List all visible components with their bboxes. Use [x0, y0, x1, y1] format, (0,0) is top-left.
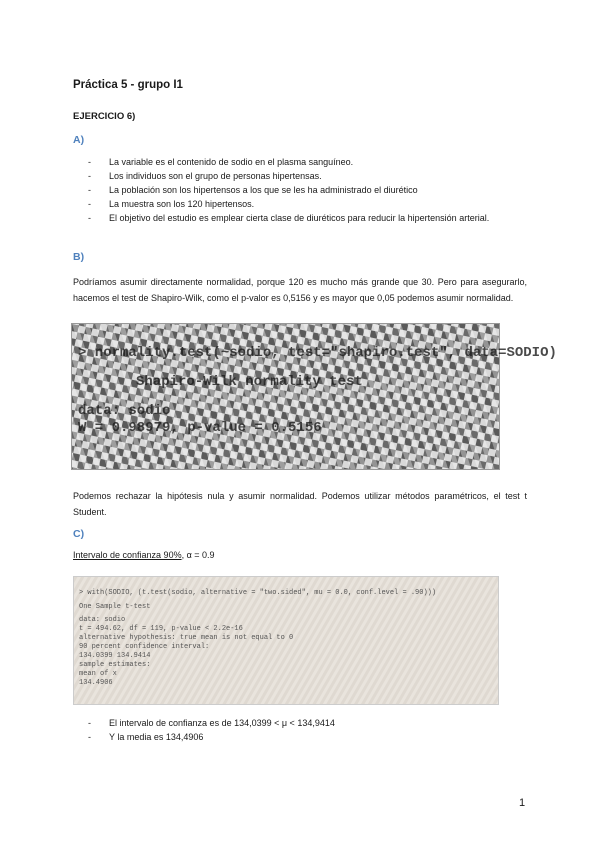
list-item: - La muestra son los 120 hipertensos.: [88, 197, 526, 211]
exercise-heading: EJERCICIO 6): [73, 111, 136, 122]
list-item: - El intervalo de confianza es de 134,0399 < μ < 134,9414: [88, 716, 335, 730]
section-c-heading: C): [73, 528, 85, 540]
list-item: - La población son los hipertensos a los que se les ha administrado el diurético: [88, 183, 526, 197]
shapiro-output-photo: [71, 323, 557, 470]
ttest-line: 134.4906: [79, 679, 113, 687]
ci-label-text: Intervalo de confianza 90%: [73, 550, 182, 560]
page-number: 1: [519, 797, 526, 809]
list-item: - La variable es el contenido de sodio en el plasma sanguíneo.: [88, 155, 526, 169]
ttest-line: sample estimates:: [79, 661, 151, 669]
ttest-line: > with(SODIO, (t.test(sodio, alternative = "two.sided", mu = 0.0, conf.level = .90))): [79, 589, 437, 597]
ci-label: [73, 550, 215, 560]
list-item: - El objetivo del estudio es emplear cierta clase de diuréticos para reducir la hipertensión arterial.: [88, 211, 526, 225]
ttest-line: One Sample t-test: [79, 603, 151, 611]
section-a-heading: A): [73, 134, 85, 146]
section-a-list: [88, 155, 526, 225]
page-title: Práctica 5 - grupo I1: [73, 79, 183, 91]
shapiro-data-line: data: sodio: [78, 403, 171, 419]
ttest-line: alternative hypothesis: true mean is not equal to 0: [79, 634, 294, 642]
list-item: - Y la media es 134,4906: [88, 730, 335, 744]
list-item: - Los individuos son el grupo de personas hipertensas.: [88, 169, 526, 183]
results-list: [88, 716, 335, 744]
section-b-conclusion: Podemos rechazar la hipótesis nula y asumir normalidad. Podemos utilizar métodos paramétricos, el test t Student.: [73, 491, 527, 517]
ttest-line: mean of x: [79, 670, 117, 678]
ttest-line: 90 percent confidence interval:: [79, 643, 210, 651]
section-b-paragraph: Podríamos asumir directamente normalidad, porque 120 es mucho más grande que 30. Pero para asegurarlo, hacemos el test de Shapiro-Wilk, como el p-valor es 0,5156 y es mayor que 0,05 podemos asumir normalidad.: [73, 277, 527, 303]
ttest-line: t = 494.62, df = 119, p-value < 2.2e-16: [79, 625, 243, 633]
ci-alpha: , α = 0.9: [181, 550, 215, 560]
ttest-line: 134.0399 134.9414: [79, 652, 151, 660]
ttest-output-photo: [73, 576, 499, 705]
ttest-line: data: sodio: [79, 616, 126, 624]
shapiro-command: > normality.test(~sodio, test="shapiro.test", data=SODIO): [78, 345, 557, 361]
shapiro-heading: Shapiro-Wilk normality test: [136, 374, 363, 390]
shapiro-w-line: W = 0.98979, p-value = 0.5156: [78, 420, 322, 436]
section-b-heading: B): [73, 251, 85, 263]
